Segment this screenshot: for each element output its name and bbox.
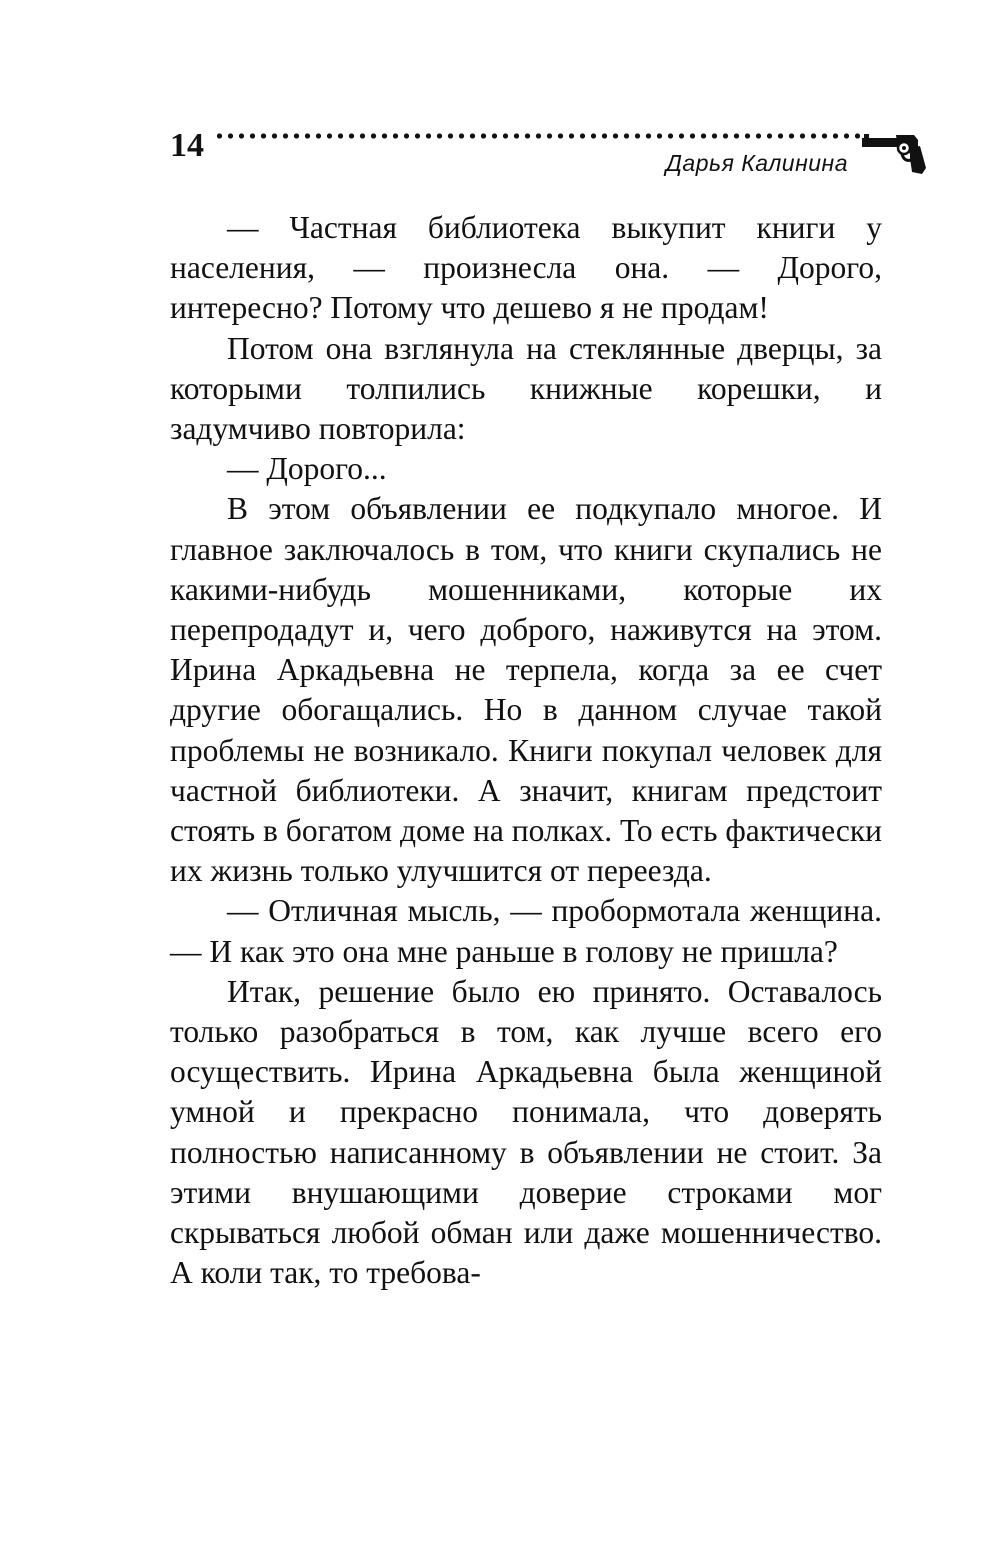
revolver-icon — [860, 128, 926, 178]
paragraph: — Частная библиотека выкупит книги у населения, — произнесла она. — Дорого, интересно? Потому что дешево я не продам! — [170, 210, 882, 326]
running-header — [170, 118, 930, 188]
paragraph: В этом объявлении ее подкупало многое. И главное заключалось в том, что книги скупались не какими-нибудь мошенниками, которые их перепродадут и, чего доброго, наживутся на этом. Ирина Аркадьевна не терпела, когда за ее счет другие обогащались. Но в данном случае такой проблемы не возникало. Книги покупал человек для частной библиотеки. А значит, книгам предстоит стоять в богатом доме на полках. То есть фактически их жизнь только улучшится от переезда. — [170, 491, 882, 889]
page-number: 14 — [170, 127, 204, 164]
paragraph: — Дорого... — [227, 451, 387, 487]
page-body — [170, 208, 882, 1293]
paragraph: Потом она взглянула на стеклянные дверцы, за которыми толпились книжные корешки, и задумчиво повторила: — [170, 330, 882, 447]
paragraph: — Отличная мысль, — пробормотала женщина. — И как это она мне раньше в голову не пришла? — [170, 893, 882, 969]
paragraph: Итак, решение было ею принято. Оставалось только разобраться в том, как лучше всего его осуществить. Ирина Аркадьевна была женщиной умной и прекрасно понимала, что доверять полностью написанному в объявлении не стоит. За этими внушающими доверие строками мог скрываться любой обман или даже мошенничество. А коли так, то требова- — [170, 973, 882, 1291]
dotted-leader — [214, 132, 860, 140]
running-head-author: Дарья Калинина — [665, 150, 848, 176]
